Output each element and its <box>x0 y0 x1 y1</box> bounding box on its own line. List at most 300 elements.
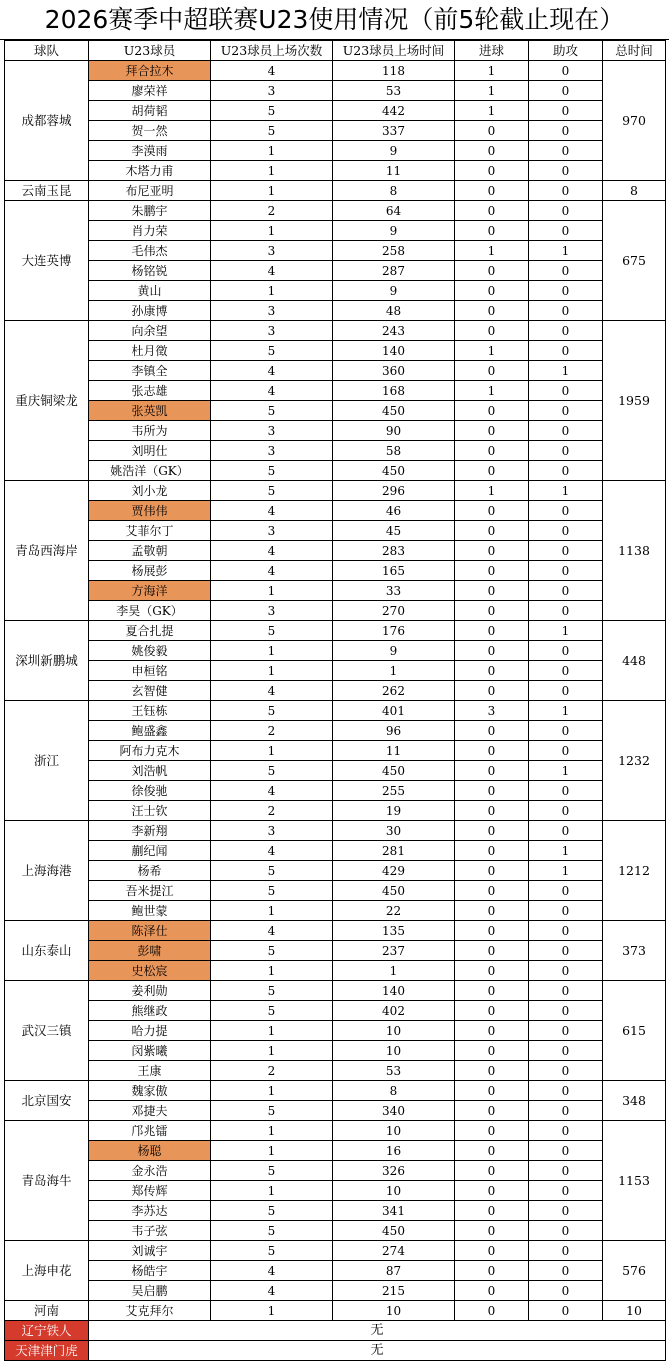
table-row <box>5 1221 666 1241</box>
table-row <box>5 461 666 481</box>
appearances-cell: 1 <box>211 141 333 161</box>
appearances-cell: 2 <box>211 801 333 821</box>
player-name: 魏家傲 <box>89 1081 211 1101</box>
table-row <box>5 181 666 201</box>
player-name: 孙康博 <box>89 301 211 321</box>
team-name: 河南 <box>5 1301 89 1321</box>
appearances-cell: 3 <box>211 321 333 341</box>
goals-cell: 0 <box>455 821 529 841</box>
minutes-cell: 326 <box>333 1161 455 1181</box>
team-name: 上海海港 <box>5 821 89 921</box>
assists-cell: 0 <box>529 781 603 801</box>
table-row <box>5 1041 666 1061</box>
appearances-cell: 5 <box>211 341 333 361</box>
assists-cell: 0 <box>529 1141 603 1161</box>
goals-cell: 0 <box>455 581 529 601</box>
appearances-cell: 4 <box>211 921 333 941</box>
goals-cell: 0 <box>455 841 529 861</box>
table-row <box>5 201 666 221</box>
goals-cell: 0 <box>455 1181 529 1201</box>
player-name: 朱鹏宇 <box>89 201 211 221</box>
player-name: 张英凯 <box>89 401 211 421</box>
player-name: 鲍世蒙 <box>89 901 211 921</box>
minutes-cell: 87 <box>333 1261 455 1281</box>
appearances-cell: 1 <box>211 161 333 181</box>
minutes-cell: 33 <box>333 581 455 601</box>
assists-cell: 0 <box>529 121 603 141</box>
player-name: 金永浩 <box>89 1161 211 1181</box>
minutes-cell: 1 <box>333 661 455 681</box>
minutes-cell: 30 <box>333 821 455 841</box>
table-row <box>5 381 666 401</box>
appearances-cell: 3 <box>211 241 333 261</box>
player-name: 贾伟伟 <box>89 501 211 521</box>
goals-cell: 0 <box>455 441 529 461</box>
table-row <box>5 621 666 641</box>
appearances-cell: 5 <box>211 761 333 781</box>
team-total-time: 970 <box>603 61 666 181</box>
minutes-cell: 46 <box>333 501 455 521</box>
goals-cell: 0 <box>455 1261 529 1281</box>
player-name: 蒯纪闻 <box>89 841 211 861</box>
minutes-cell: 118 <box>333 61 455 81</box>
table-row <box>5 141 666 161</box>
table-row <box>5 1081 666 1101</box>
assists-cell: 0 <box>529 341 603 361</box>
player-name: 陈泽仕 <box>89 921 211 941</box>
player-name: 李漠雨 <box>89 141 211 161</box>
table-row <box>5 941 666 961</box>
minutes-cell: 45 <box>333 521 455 541</box>
minutes-cell: 9 <box>333 141 455 161</box>
table-row <box>5 121 666 141</box>
goals-cell: 0 <box>455 1061 529 1081</box>
assists-cell: 0 <box>529 601 603 621</box>
table-row <box>5 861 666 881</box>
appearances-cell: 1 <box>211 1121 333 1141</box>
assists-cell: 0 <box>529 401 603 421</box>
table-row <box>5 1061 666 1081</box>
assists-cell: 0 <box>529 881 603 901</box>
player-name: 玄智健 <box>89 681 211 701</box>
minutes-cell: 48 <box>333 301 455 321</box>
appearances-cell: 1 <box>211 181 333 201</box>
table-row <box>5 801 666 821</box>
player-name: 刘诚宇 <box>89 1241 211 1261</box>
goals-cell: 0 <box>455 761 529 781</box>
goals-cell: 0 <box>455 1201 529 1221</box>
assists-cell: 0 <box>529 321 603 341</box>
appearances-cell: 1 <box>211 1301 333 1321</box>
appearances-cell: 4 <box>211 541 333 561</box>
team-total-time: 1212 <box>603 821 666 921</box>
minutes-cell: 450 <box>333 461 455 481</box>
table-row <box>5 101 666 121</box>
appearances-cell: 2 <box>211 721 333 741</box>
table-row <box>5 1101 666 1121</box>
player-name: 木塔力甫 <box>89 161 211 181</box>
player-name: 胡荷韬 <box>89 101 211 121</box>
assists-cell: 0 <box>529 101 603 121</box>
table-row <box>5 1281 666 1301</box>
player-name: 吴启鹏 <box>89 1281 211 1301</box>
goals-cell: 1 <box>455 481 529 501</box>
goals-cell: 0 <box>455 941 529 961</box>
team-total-time: 1232 <box>603 701 666 821</box>
player-name: 姜利勋 <box>89 981 211 1001</box>
appearances-cell: 1 <box>211 1141 333 1161</box>
table-row <box>5 301 666 321</box>
minutes-cell: 341 <box>333 1201 455 1221</box>
assists-cell: 0 <box>529 181 603 201</box>
appearances-cell: 5 <box>211 881 333 901</box>
minutes-cell: 140 <box>333 341 455 361</box>
player-name: 向余望 <box>89 321 211 341</box>
team-name: 上海申花 <box>5 1241 89 1301</box>
appearances-cell: 4 <box>211 841 333 861</box>
goals-cell: 0 <box>455 621 529 641</box>
assists-cell: 0 <box>529 221 603 241</box>
goals-cell: 0 <box>455 521 529 541</box>
team-total-time: 1153 <box>603 1121 666 1241</box>
table-row <box>5 1201 666 1221</box>
assists-cell: 0 <box>529 1201 603 1221</box>
minutes-cell: 10 <box>333 1181 455 1201</box>
minutes-cell: 429 <box>333 861 455 881</box>
minutes-cell: 140 <box>333 981 455 1001</box>
table-row <box>5 61 666 81</box>
table-row <box>5 81 666 101</box>
appearances-cell: 4 <box>211 501 333 521</box>
team-name: 北京国安 <box>5 1081 89 1121</box>
minutes-cell: 168 <box>333 381 455 401</box>
goals-cell: 0 <box>455 1081 529 1101</box>
header-appearances: U23球员上场次数 <box>211 41 333 61</box>
assists-cell: 0 <box>529 741 603 761</box>
assists-cell: 0 <box>529 261 603 281</box>
minutes-cell: 53 <box>333 81 455 101</box>
table-row <box>5 221 666 241</box>
minutes-cell: 283 <box>333 541 455 561</box>
assists-cell: 0 <box>529 201 603 221</box>
player-name: 杜月徵 <box>89 341 211 361</box>
appearances-cell: 1 <box>211 661 333 681</box>
player-name: 徐俊驰 <box>89 781 211 801</box>
assists-cell: 0 <box>529 281 603 301</box>
player-name: 杨皓宇 <box>89 1261 211 1281</box>
assists-cell: 1 <box>529 481 603 501</box>
assists-cell: 0 <box>529 681 603 701</box>
minutes-cell: 450 <box>333 401 455 421</box>
assists-cell: 0 <box>529 1001 603 1021</box>
appearances-cell: 1 <box>211 1021 333 1041</box>
goals-cell: 0 <box>455 421 529 441</box>
team-name: 青岛西海岸 <box>5 481 89 621</box>
table-row <box>5 1321 666 1341</box>
assists-cell: 0 <box>529 821 603 841</box>
appearances-cell: 4 <box>211 1261 333 1281</box>
table-row <box>5 601 666 621</box>
appearances-cell: 5 <box>211 461 333 481</box>
goals-cell: 0 <box>455 721 529 741</box>
goals-cell: 0 <box>455 921 529 941</box>
goals-cell: 1 <box>455 81 529 101</box>
appearances-cell: 4 <box>211 361 333 381</box>
minutes-cell: 270 <box>333 601 455 621</box>
player-name: 史松宸 <box>89 961 211 981</box>
appearances-cell: 5 <box>211 701 333 721</box>
assists-cell: 0 <box>529 641 603 661</box>
minutes-cell: 360 <box>333 361 455 381</box>
player-name: 毛伟杰 <box>89 241 211 261</box>
appearances-cell: 2 <box>211 201 333 221</box>
appearances-cell: 3 <box>211 441 333 461</box>
minutes-cell: 9 <box>333 641 455 661</box>
header-goals: 进球 <box>455 41 529 61</box>
goals-cell: 0 <box>455 221 529 241</box>
assists-cell: 0 <box>529 541 603 561</box>
assists-cell: 0 <box>529 1281 603 1301</box>
player-name: 李昊（GK） <box>89 601 211 621</box>
minutes-cell: 96 <box>333 721 455 741</box>
goals-cell: 0 <box>455 681 529 701</box>
team-total-time: 8 <box>603 181 666 201</box>
assists-cell: 1 <box>529 241 603 261</box>
goals-cell: 0 <box>455 1041 529 1061</box>
table-row <box>5 881 666 901</box>
assists-cell: 0 <box>529 1261 603 1281</box>
header-player: U23球员 <box>89 41 211 61</box>
minutes-cell: 10 <box>333 1121 455 1141</box>
minutes-cell: 258 <box>333 241 455 261</box>
player-name: 姚俊毅 <box>89 641 211 661</box>
minutes-cell: 16 <box>333 1141 455 1161</box>
appearances-cell: 5 <box>211 941 333 961</box>
assists-cell: 0 <box>529 901 603 921</box>
assists-cell: 0 <box>529 941 603 961</box>
player-name: 邝兆镭 <box>89 1121 211 1141</box>
player-name: 刘明仕 <box>89 441 211 461</box>
minutes-cell: 450 <box>333 881 455 901</box>
team-total-time: 448 <box>603 621 666 701</box>
minutes-cell: 9 <box>333 281 455 301</box>
team-name: 云南玉昆 <box>5 181 89 201</box>
appearances-cell: 5 <box>211 121 333 141</box>
goals-cell: 3 <box>455 701 529 721</box>
table-row <box>5 1001 666 1021</box>
player-name: 哈力提 <box>89 1021 211 1041</box>
goals-cell: 0 <box>455 601 529 621</box>
assists-cell: 0 <box>529 61 603 81</box>
assists-cell: 0 <box>529 921 603 941</box>
player-name: 李新翔 <box>89 821 211 841</box>
player-name: 艾克拜尔 <box>89 1301 211 1321</box>
table-row <box>5 281 666 301</box>
minutes-cell: 176 <box>333 621 455 641</box>
goals-cell: 0 <box>455 861 529 881</box>
table-row <box>5 1021 666 1041</box>
appearances-cell: 5 <box>211 481 333 501</box>
assists-cell: 0 <box>529 1301 603 1321</box>
player-name: 杨展彭 <box>89 561 211 581</box>
goals-cell: 0 <box>455 881 529 901</box>
table-row <box>5 1241 666 1261</box>
appearances-cell: 4 <box>211 781 333 801</box>
assists-cell: 1 <box>529 701 603 721</box>
player-name: 王钰栋 <box>89 701 211 721</box>
appearances-cell: 4 <box>211 681 333 701</box>
player-name: 吾米提江 <box>89 881 211 901</box>
table-row <box>5 1301 666 1321</box>
goals-cell: 0 <box>455 641 529 661</box>
table-body <box>5 61 666 1361</box>
team-total-time: 10 <box>603 1301 666 1321</box>
table-row <box>5 741 666 761</box>
table-row <box>5 241 666 261</box>
appearances-cell: 1 <box>211 901 333 921</box>
minutes-cell: 8 <box>333 1081 455 1101</box>
assists-cell: 0 <box>529 161 603 181</box>
player-name: 申桓铭 <box>89 661 211 681</box>
minutes-cell: 135 <box>333 921 455 941</box>
table-row <box>5 361 666 381</box>
goals-cell: 0 <box>455 261 529 281</box>
team-name: 武汉三镇 <box>5 981 89 1081</box>
header-minutes: U23球员上场时间 <box>333 41 455 61</box>
goals-cell: 0 <box>455 1241 529 1261</box>
minutes-cell: 402 <box>333 1001 455 1021</box>
minutes-cell: 274 <box>333 1241 455 1261</box>
team-name: 山东泰山 <box>5 921 89 981</box>
table-row <box>5 1141 666 1161</box>
assists-cell: 1 <box>529 621 603 641</box>
minutes-cell: 11 <box>333 741 455 761</box>
goals-cell: 0 <box>455 201 529 221</box>
table-row <box>5 561 666 581</box>
table-row <box>5 981 666 1001</box>
team-total-time: 373 <box>603 921 666 981</box>
goals-cell: 0 <box>455 161 529 181</box>
team-name: 青岛海牛 <box>5 1121 89 1241</box>
player-name: 刘小龙 <box>89 481 211 501</box>
player-name: 方海洋 <box>89 581 211 601</box>
goals-cell: 0 <box>455 1221 529 1241</box>
table-row <box>5 841 666 861</box>
player-name: 刘浩帆 <box>89 761 211 781</box>
player-name: 拜合拉木 <box>89 61 211 81</box>
goals-cell: 0 <box>455 361 529 381</box>
table-row <box>5 701 666 721</box>
assists-cell: 1 <box>529 841 603 861</box>
appearances-cell: 1 <box>211 641 333 661</box>
table-row <box>5 541 666 561</box>
minutes-cell: 243 <box>333 321 455 341</box>
assists-cell: 0 <box>529 461 603 481</box>
player-name: 张志雄 <box>89 381 211 401</box>
assists-cell: 0 <box>529 1241 603 1261</box>
player-name: 闵紫曦 <box>89 1041 211 1061</box>
player-name: 韦子弦 <box>89 1221 211 1241</box>
minutes-cell: 53 <box>333 1061 455 1081</box>
appearances-cell: 5 <box>211 1001 333 1021</box>
table-row <box>5 721 666 741</box>
team-total-time: 348 <box>603 1081 666 1121</box>
player-name: 贺一然 <box>89 121 211 141</box>
appearances-cell: 1 <box>211 961 333 981</box>
goals-cell: 0 <box>455 1281 529 1301</box>
assists-cell: 0 <box>529 581 603 601</box>
player-name: 杨聪 <box>89 1141 211 1161</box>
team-name: 浙江 <box>5 701 89 821</box>
player-name: 肖力荣 <box>89 221 211 241</box>
goals-cell: 0 <box>455 501 529 521</box>
no-players-note: 无 <box>89 1341 666 1361</box>
appearances-cell: 3 <box>211 521 333 541</box>
assists-cell: 1 <box>529 761 603 781</box>
goals-cell: 0 <box>455 961 529 981</box>
table-row <box>5 661 666 681</box>
goals-cell: 1 <box>455 241 529 261</box>
table-row <box>5 641 666 661</box>
appearances-cell: 3 <box>211 301 333 321</box>
table-row <box>5 781 666 801</box>
minutes-cell: 10 <box>333 1041 455 1061</box>
minutes-cell: 11 <box>333 161 455 181</box>
team-name: 天津津门虎 <box>5 1341 89 1361</box>
player-name: 夏合扎提 <box>89 621 211 641</box>
minutes-cell: 401 <box>333 701 455 721</box>
player-name: 黄山 <box>89 281 211 301</box>
minutes-cell: 90 <box>333 421 455 441</box>
minutes-cell: 337 <box>333 121 455 141</box>
assists-cell: 0 <box>529 1221 603 1241</box>
assists-cell: 0 <box>529 961 603 981</box>
assists-cell: 0 <box>529 801 603 821</box>
goals-cell: 0 <box>455 1021 529 1041</box>
table-row <box>5 1181 666 1201</box>
minutes-cell: 215 <box>333 1281 455 1301</box>
assists-cell: 0 <box>529 381 603 401</box>
player-name: 李镇全 <box>89 361 211 381</box>
assists-cell: 0 <box>529 441 603 461</box>
appearances-cell: 3 <box>211 81 333 101</box>
goals-cell: 0 <box>455 181 529 201</box>
assists-cell: 0 <box>529 1181 603 1201</box>
player-name: 廖荣祥 <box>89 81 211 101</box>
table-row <box>5 501 666 521</box>
team-total-time: 576 <box>603 1241 666 1301</box>
header-total-time: 总时间 <box>603 41 666 61</box>
table-row <box>5 321 666 341</box>
player-name: 孟敬朝 <box>89 541 211 561</box>
assists-cell: 0 <box>529 421 603 441</box>
goals-cell: 0 <box>455 1121 529 1141</box>
minutes-cell: 287 <box>333 261 455 281</box>
table-row <box>5 1341 666 1361</box>
player-name: 王康 <box>89 1061 211 1081</box>
team-name: 成都蓉城 <box>5 61 89 181</box>
minutes-cell: 9 <box>333 221 455 241</box>
minutes-cell: 237 <box>333 941 455 961</box>
goals-cell: 0 <box>455 1001 529 1021</box>
goals-cell: 1 <box>455 61 529 81</box>
minutes-cell: 450 <box>333 761 455 781</box>
appearances-cell: 3 <box>211 601 333 621</box>
appearances-cell: 1 <box>211 1181 333 1201</box>
assists-cell: 0 <box>529 1041 603 1061</box>
appearances-cell: 4 <box>211 561 333 581</box>
player-name: 韦所为 <box>89 421 211 441</box>
